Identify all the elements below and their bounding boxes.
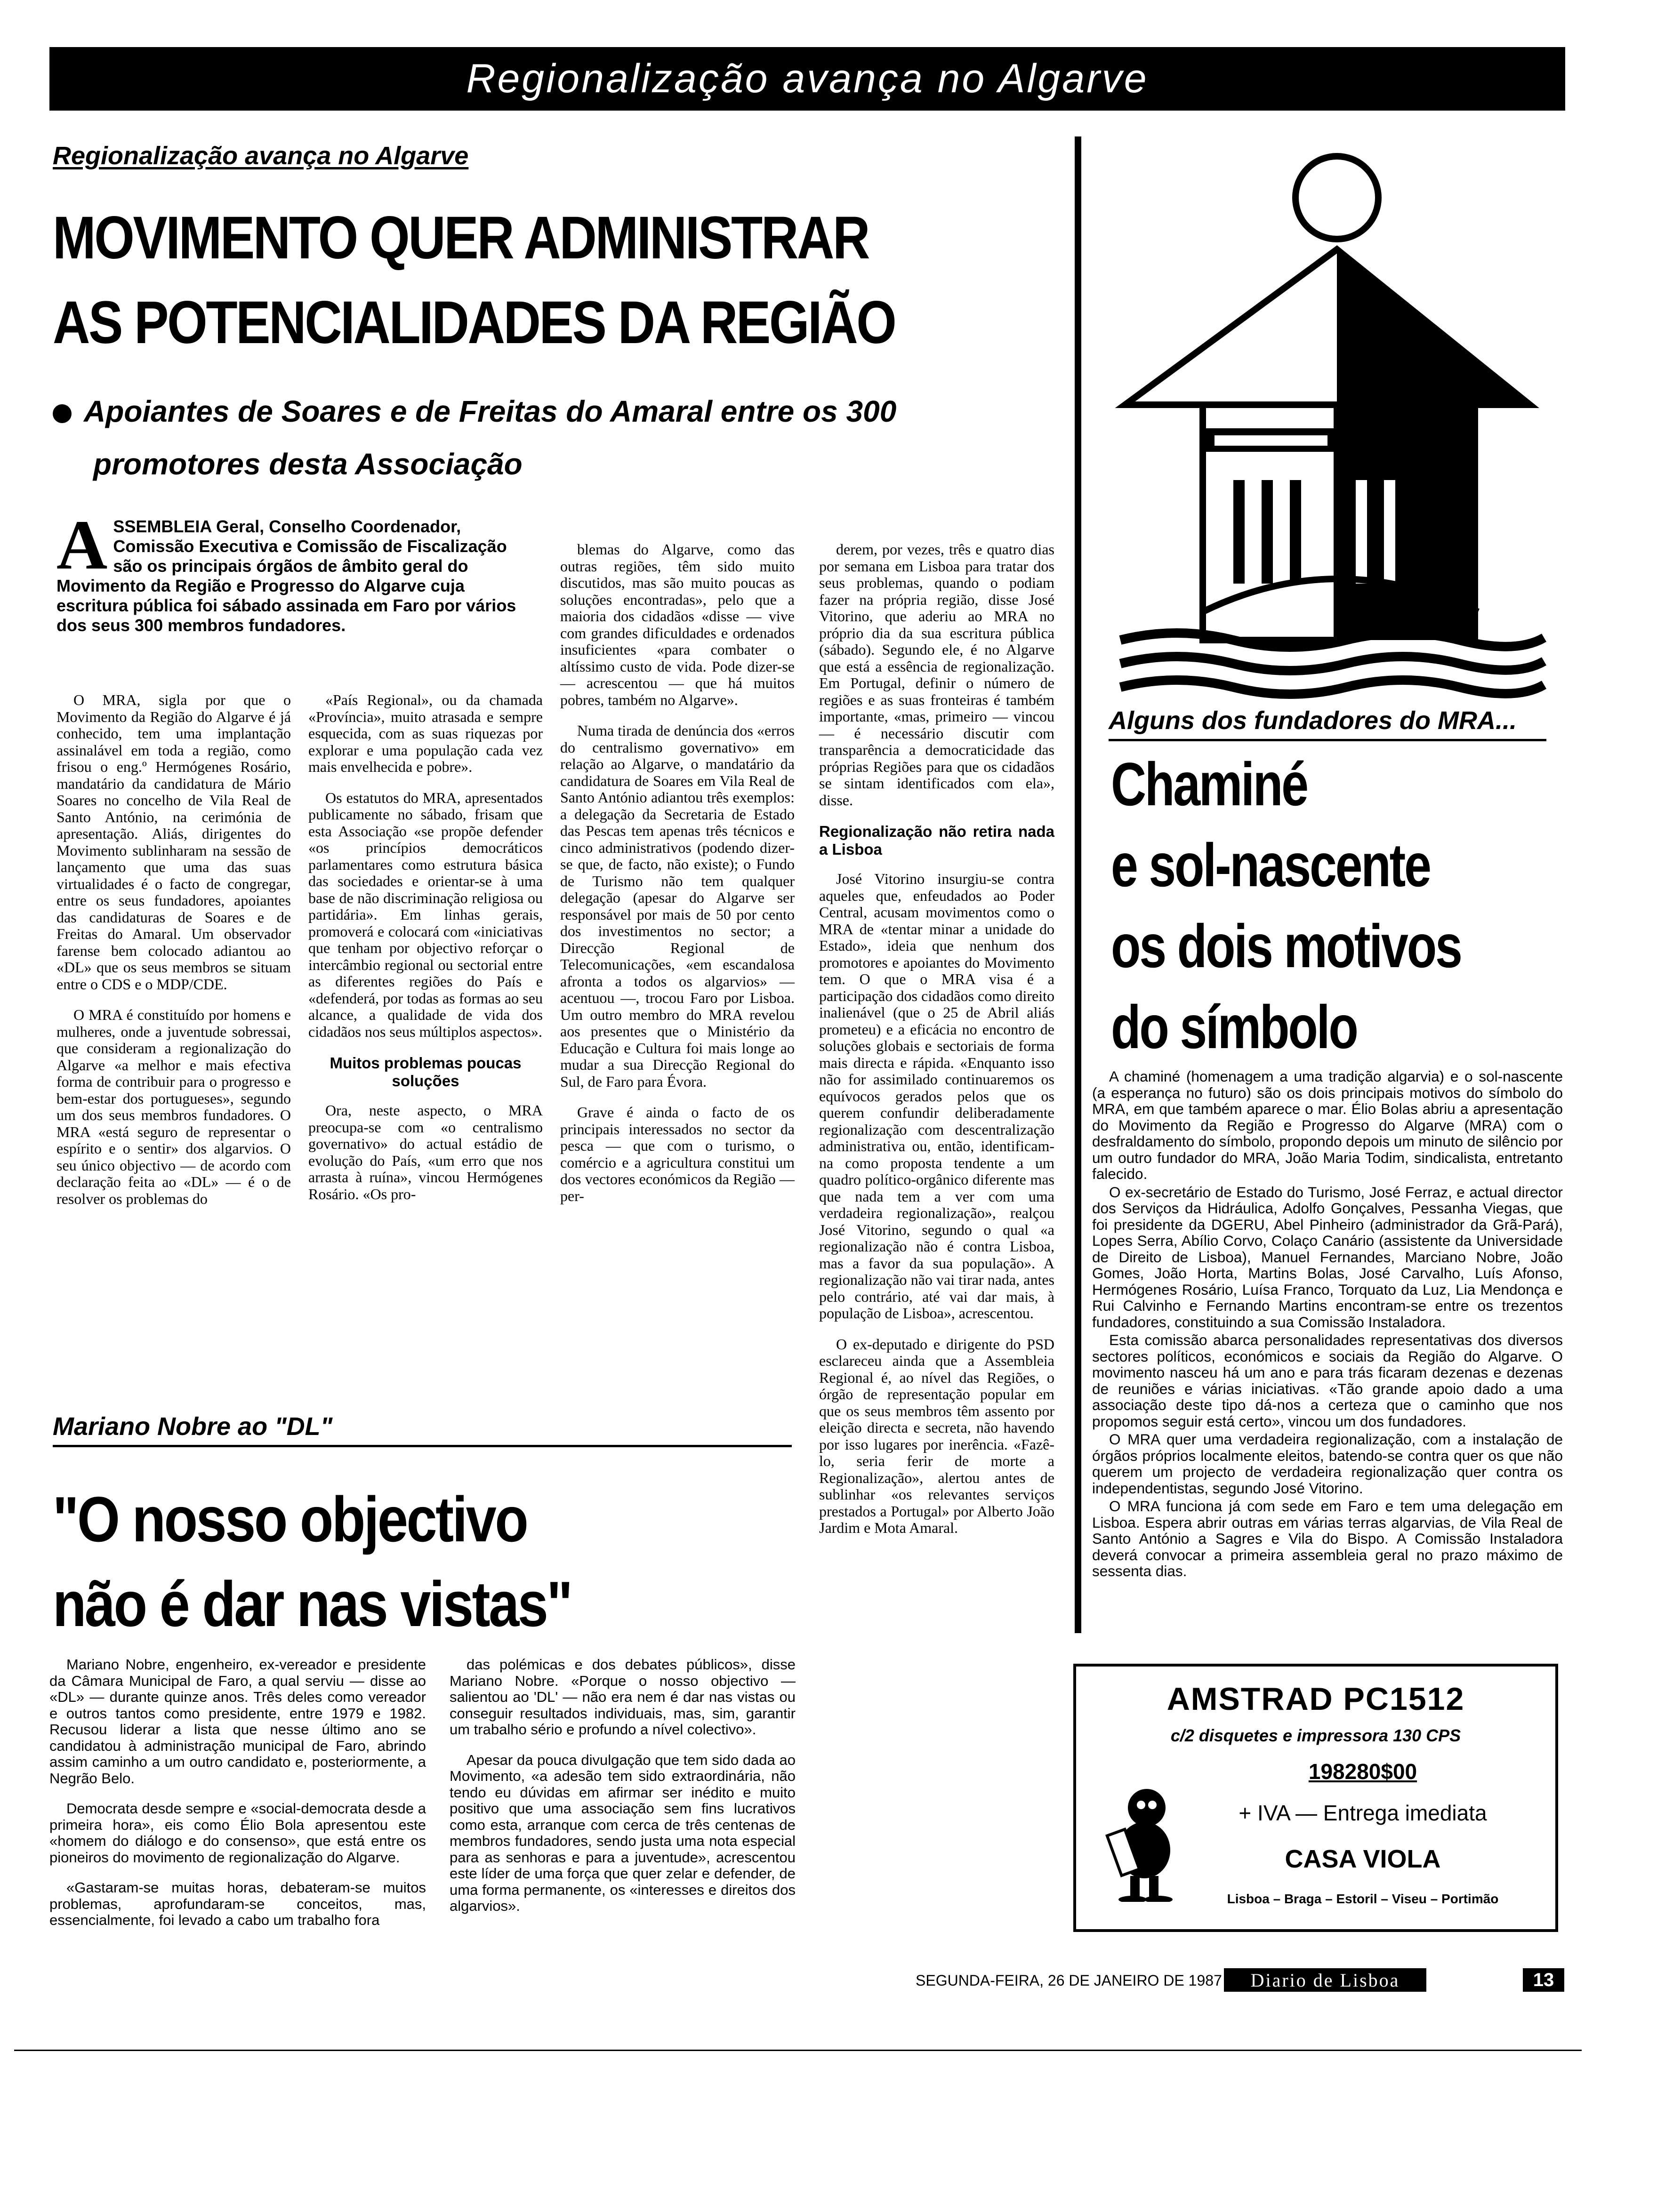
ad-title: AMSTRAD PC1512 [1166,1681,1465,1717]
interview-column-1 [49,1657,426,1943]
ad-store: CASA VIOLA [1285,1845,1441,1873]
main-headline-line1: MOVIMENTO QUER ADMINISTRAR [53,204,869,272]
paragraph: O MRA é constituído por homens e mulheres, onde a juventude sobressai, que consideram a regionalização do Algarve «a melhor e mais efectiva forma de contribuir para o progresso e bem-estar dos portugueses», segundo um dos seus membros fundadores. O MRA «está seguro de representar o espírito e o sentir» dos algarvios. O seu único objectivo — de acordo com declaração feita ao «DL» — é o de resolver os problemas do [56,1006,291,1207]
ad-iva: + IVA — Entrega imediata [1239,1801,1487,1825]
main-column-1 [56,692,291,1221]
paragraph: Mariano Nobre, engenheiro, ex-vereador e presidente da Câmara Municipal de Faro, a qual serviu — disse ao «DL» — durante quinze anos. Três deles como vereador e outros tantos como presidente, entre 1979 e 1982. Recusou liderar a lista que nesse último ano se candidatou à administração municipal de Faro, abrindo assim caminho a um outro candidato e, posteriormente, a Negrão Belo. [49,1656,426,1787]
paragraph: O MRA quer uma verdadeira regionalização, com a instalação de órgãos próprios localmente eleitos, batendo-se contra quer os que não querem um projecto de verdadeira regionalização quer contra os independentistas, segundo José Vitorino. [1092,1431,1563,1497]
paragraph: O ex-secretário de Estado do Turismo, José Ferraz, e actual director dos Serviços da Hidráulica, Adolfo Gonçalves, Pessanha Viegas, que foi presidente da DGERU, Abel Pinheiro (administrador da Grã-Pará), Lopes Serra, Abílio Corvo, Colaço Canário (assistente da Universidade de Direito de Lisboa), Manuel Fernandes, Marciano Nobre, João Gomes, João Horta, Martins Bolas, José Carvalho, Luís Afonso, Hermógenes Rosário, Luísa Franco, Torquato da Luz, Lia Mendonça e Rui Calvinho e Fernando Martins encontram-se entre os trezentos fundadores, constituindo a sua Comissão Instaladora. [1092,1183,1563,1330]
ad-price: 198280$00 [1308,1759,1417,1784]
lead-text: SSEMBLEIA Geral, Conselho Coordenador, Comissão Executiva e Comissão de Fiscalização são os principais órgãos de âmbito geral do Movimento da Região e Progresso do Algarve cuja escritura pública foi sábado assinada em Faro por vários dos seus 300 membros fundadores. [56,517,516,635]
crosshead-muitos-problemas: Muitos problemas poucas soluções [330,1054,522,1090]
sidebar-kicker: Alguns dos fundadores do MRA... [1109,706,1546,741]
paragraph: Os estatutos do MRA, apresentados publicamente no sábado, frisam que esta Associação «se propõe defender «os princípios democráticos parlamentares como estrutura básica das sociedades e orientar-se à uma base de não discriminação religiosa ou partidária». Em linhas gerais, promoverá e colocará com «iniciativas que tenham por objectivo reforçar o intercâmbio regional ou sectorial entre as diferentes regiões do País e «defenderá, por todas as formas ao seu alcance, a qualidade de vida dos cidadãos nos seus múltiplos aspectos». [308,789,543,1040]
sidebar-headline-line1: Chaminé [1111,750,1307,818]
sidebar-headline-line4: do símbolo [1111,993,1357,1061]
paragraph: Democrata desde sempre e «social-democrata desde a primeira hora», eis como Élio Bola apresentou este «homem do diálogo e do consenso», que está entre os pioneiros do movimento de regionalização do Algarve. [49,1800,426,1866]
paragraph: Ora, neste aspecto, o MRA preocupa-se com «o centralismo governativo» do actual estádio de evolução do País, «um erro que nos arrasta à ruína», vincou Hermógenes Rosário. «Os pro- [308,1102,543,1202]
paragraph: José Vitorino insurgiu-se contra aqueles que, enfeudados ao Poder Central, acusam movimentos como o MRA de «tentar minar a unidade do Estado», ideia que nenhum dos promotores e apoiantes do Movimento tem. O que o MRA visa é a participação dos cidadãos como direito inalienável (que o 25 de Abril aliás prometeu) e a eficácia no encontro de soluções globais e sectoriais de forma mais directa e rápida. «Enquanto isso não for assimilado continuaremos os equívocos gerados pelos que os querem confundir deliberadamente regionalização com descentralização administrativa ou, então, identificam-na como proposta tendente a um quadro político-orgânico diferente mas que nada tem a ver com uma verdadeira regionalização», realçou José Vitorino, segundo o qual «a regionalização não é contra Lisboa, mas a favor da sua população». A regionalização não vai tirar nada, antes pelo contrário, até vai dar mais, à população de Lisboa», acrescentou. [819,870,1054,1322]
page-number: 13 [1523,1968,1564,1992]
ad-subtitle: c/2 disquetes e impressora 130 CPS [1170,1726,1461,1745]
main-kicker: Regionalização avança no Algarve [53,142,469,170]
lead-paragraph [56,506,527,635]
bottom-rule [14,2050,1582,2051]
subhead-line2: promotores desta Associação [93,447,523,481]
subhead-line1: Apoiantes de Soares e de Freitas do Amaral entre os 300 [84,394,897,428]
main-headline-line2: AS POTENCIALIDADES DA REGIÃO [53,289,895,356]
paragraph: A chaminé (homenagem a uma tradição algarvia) e o sol-nascente (a esperança no futuro) são os dois principais motivos do símbolo do MRA, em que também aparece o mar. Élio Bolas abriu a apresentação do Movimento da Região e Progresso do Algarve (MRA) com o desfraldamento do símbolo, propondo depois um minuto de silêncio por um outro fundador do MRA, João Maria Todim, sindicalista, entretanto falecido. [1092,1068,1563,1182]
mascot-illustration [1104,1784,1184,1902]
main-column-3 [560,541,795,1218]
amstrad-ad[interactable] [1073,1664,1558,1932]
ad-locations: Lisboa – Braga – Estoril – Viseu – Portimão [1227,1891,1499,1906]
interview-column-2 [450,1657,796,1929]
sidebar-body [1092,1068,1563,1581]
paragraph: O MRA funciona já com sede em Faro e tem uma delegação em Lisboa. Espera abrir outras em várias terras algarvias, de Vila Real de Santo António a Sagres e Vila do Bispo. A Comissão Instaladora deverá convocar a primeira assembleia geral no prazo máximo de sessenta dias. [1092,1498,1563,1579]
paragraph: blemas do Algarve, como das outras regiões, têm sido muito discutidos, mas são muito poucas as soluções encontradas», pelo que a maioria dos cidadãos «disse — vive com grandes dificuldades e ordenados insuficientes «para combater o altíssimo custo de vida. Pode dizer-se — acrescentou — que há muitos pobres, também no Algarve». [560,541,795,708]
paragraph: «País Regional», ou da chamada «Província», muito atrasada e sempre esquecida, com as suas riquezas por explorar e uma população cada vez mais envelhecida e pobre». [308,691,543,775]
crosshead-regionalizacao: Regionalização não retira nada a Lisboa [819,823,1054,858]
paragraph: das polémicas e dos debates públicos», disse Mariano Nobre. «Porque o nosso objectivo — salientou ao 'DL' — não era nem é dar nas vistas ou conseguir resultados individuais, mas, sim, garantir um trabalho sério e profundo a nível colectivo». [450,1656,796,1738]
paragraph: Apesar da pouca divulgação que tem sido dada ao Movimento, «a adesão tem sido extraordinária, não tendo eu dúvidas em afirmar ser inédito e muito positivo que uma associação sem fins lucrativos como esta, arranque com cerca de três centenas de membros fundadores, sendo justa uma nota especial para as senhoras e para a juventude», acrescentou este líder de uma força que quer zelar e defender, de uma forma permanente, os «interesses e direitos dos algarvios». [450,1751,796,1914]
interview-headline-line2: não é dar nas vistas" [53,1568,571,1640]
paragraph: Numa tirada de denúncia dos «erros do centralismo governativo» em relação ao Algarve, o mandatário da candidatura de Soares em Vila Real de Santo António adiantou três exemplos: a delegação da Secretaria de Estado das Pescas tem apenas três técnicos e cinco administrativos (podendo dizer-se que, de facto, não existe); o Fundo de Turismo não tem qualquer delegação (apesar do Algarve ser responsável por mais de 50 por cento dos investimentos no sector; a Direcção Regional de Telecomunicações, «em escandalosa afronta a todos os algarvios» — acentuou —, trocou Faro por Lisboa. Um outro membro do MRA revelou aos presentes que o Ministério da Educação e Cultura foi mais longe ao mudar a sua Direcção Regional do Sul, de Faro para Évora. [560,722,795,1090]
main-column-2 [308,692,543,1217]
main-subhead [53,385,1041,490]
interview-headline-line1: "O nosso objectivo [53,1483,527,1555]
sidebar-rule [1075,136,1081,1633]
drop-cap: A [56,506,108,584]
paragraph: derem, por vezes, três e quatro dias por semana em Lisboa para tratar dos seus problemas, quando o podiam fazer na própria região, disse José Vitorino, que aderiu ao MRA no próprio dia da sua escritura pública (sábado). Segundo ele, é no Algarve que está a essência de regionalização. Em Portugal, definir o número de regiões e as suas fronteiras é também importante, «mas, primeiro — vincou — é necessário discutir com transparência a democraticidade das próprias Regiões para que os cidadãos se sintam identificados com ela», disse. [819,541,1054,809]
main-column-4 [819,541,1054,1551]
masthead-footer: Diario de Lisboa [1224,1968,1426,1992]
sidebar-headline-line2: e sol-nascente [1111,831,1430,899]
interview-kicker: Mariano Nobre ao "DL" [53,1412,792,1447]
section-banner: Regionalização avança no Algarve [49,47,1565,111]
bullet-icon [53,404,72,423]
mra-logo [1092,141,1563,701]
footer-date: SEGUNDA-FEIRA, 26 DE JANEIRO DE 1987 [916,1972,1222,1989]
paragraph: Esta comissão abarca personalidades representativas dos diversos sectores políticos, económicos e sociais da Região do Algarve. O movimento nasceu há um ano e para trás ficaram dezenas e dezenas de reuniões e várias iniciativas. «Tão grande apoio dado a uma associação deste tipo dá-nos a certeza que o caminho que nos propomos seguir está certo», vincou um dos fundadores. [1092,1331,1563,1430]
paragraph: Grave é ainda o facto de os principais interessados no sector da pesca — que com o turismo, o comércio e a agricultura constitui um dos vectores económicos da Região — per- [560,1104,795,1204]
sidebar-headline-line3: os dois motivos [1111,912,1461,980]
paragraph: O ex-deputado e dirigente do PSD esclareceu ainda que a Assembleia Regional é, ao nível das Regiões, o órgão de representação popular em que os seus membros têm assento por eleição directa e secreta, não havendo por isso lugares por inerência. «Fazê-lo, seria ferir de morte a Regionalização», alertou antes de sublinhar «os relevantes serviços prestados a Portugal» por Alberto João Jardim e Mota Amaral. [819,1335,1054,1536]
paragraph: O MRA, sigla por que o Movimento da Região do Algarve é já conhecido, tem uma implantação assinalável em toda a região, como frisou o eng.º Hermógenes Rosário, mandatário da candidatura de Mário Soares no concelho de Vila Real de Santo António, na cerimónia de apresentação. Aliás, dirigentes do Movimento sublinharam na sessão de lançamento que uma das suas virtualidades é o facto de congregar, entre os seus fundadores, apoiantes das candidaturas de Soares e de Freitas do Amaral. Um observador farense bem colocado adiantou ao «DL» que os seus membros se situam entre o CDS e o MDP/CDE. [56,691,291,993]
paragraph: «Gastaram-se muitas horas, debateram-se muitos problemas, aprofundaram-se conceitos, mas, essencialmente, foi levado a cabo um trabalho fora [49,1879,426,1928]
